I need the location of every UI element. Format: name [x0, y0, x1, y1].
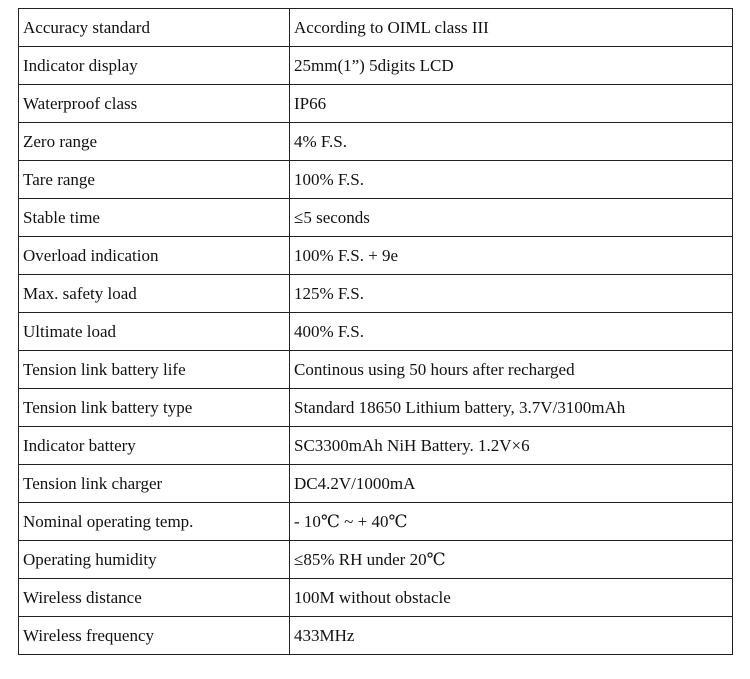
spec-value: 100M without obstacle [290, 579, 733, 617]
spec-label: Max. safety load [19, 275, 290, 313]
spec-value: 125% F.S. [290, 275, 733, 313]
spec-label: Accuracy standard [19, 9, 290, 47]
spec-label: Wireless frequency [19, 617, 290, 655]
spec-label: Operating humidity [19, 541, 290, 579]
spec-value: DC4.2V/1000mA [290, 465, 733, 503]
table-row [19, 237, 733, 275]
spec-label: Ultimate load [19, 313, 290, 351]
table-row [19, 161, 733, 199]
table-row [19, 351, 733, 389]
table-row [19, 275, 733, 313]
spec-value: 400% F.S. [290, 313, 733, 351]
spec-value: IP66 [290, 85, 733, 123]
table-row [19, 617, 733, 655]
spec-value: SC3300mAh NiH Battery. 1.2V×6 [290, 427, 733, 465]
spec-label: Indicator display [19, 47, 290, 85]
spec-label: Tension link battery type [19, 389, 290, 427]
table-row [19, 47, 733, 85]
spec-value: 25mm(1”) 5digits LCD [290, 47, 733, 85]
spec-label: Tare range [19, 161, 290, 199]
table-row [19, 123, 733, 161]
spec-value: ≤5 seconds [290, 199, 733, 237]
table-row [19, 199, 733, 237]
spec-value: 433MHz [290, 617, 733, 655]
spec-value: 100% F.S. + 9e [290, 237, 733, 275]
spec-label: Waterproof class [19, 85, 290, 123]
spec-label: Stable time [19, 199, 290, 237]
spec-value: Standard 18650 Lithium battery, 3.7V/3100mAh [290, 389, 733, 427]
specification-table [18, 8, 733, 655]
spec-label: Tension link charger [19, 465, 290, 503]
spec-value: 100% F.S. [290, 161, 733, 199]
spec-label: Nominal operating temp. [19, 503, 290, 541]
table-row [19, 465, 733, 503]
table-row [19, 503, 733, 541]
table-row [19, 389, 733, 427]
spec-label: Indicator battery [19, 427, 290, 465]
spec-value: Continous using 50 hours after recharged [290, 351, 733, 389]
table-row [19, 313, 733, 351]
spec-value: ≤85% RH under 20℃ [290, 541, 733, 579]
spec-label: Wireless distance [19, 579, 290, 617]
spec-label: Overload indication [19, 237, 290, 275]
spec-label: Zero range [19, 123, 290, 161]
table-row [19, 579, 733, 617]
table-row [19, 9, 733, 47]
spec-value: According to OIML class III [290, 9, 733, 47]
spec-value: 4% F.S. [290, 123, 733, 161]
spec-label: Tension link battery life [19, 351, 290, 389]
table-row [19, 85, 733, 123]
table-row [19, 541, 733, 579]
table-row [19, 427, 733, 465]
spec-value: - 10℃ ~ + 40℃ [290, 503, 733, 541]
